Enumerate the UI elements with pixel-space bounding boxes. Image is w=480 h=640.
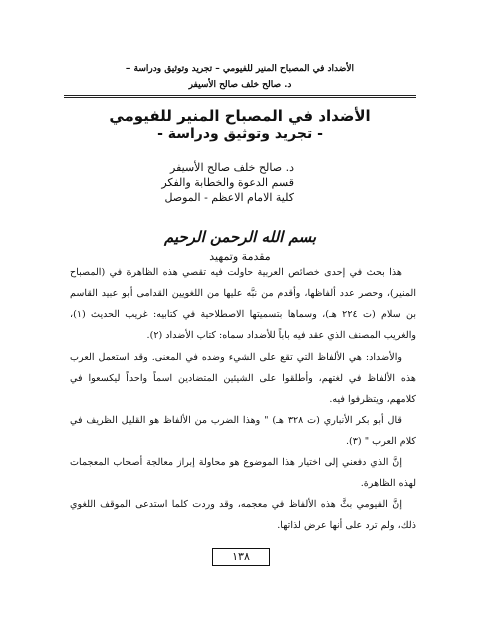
header-rule-top xyxy=(64,95,416,96)
paragraph: إنَّ الذي دفعني إلى اختيار هذا الموضوع هو محاولة إبراز معالجة أصحاب المعجمات لهذه الظاهرة. xyxy=(70,457,416,489)
running-head-author: د. صالح خلف صالح الأسيفر xyxy=(188,80,292,90)
intro-heading: مقدمة وتمهيد xyxy=(209,250,271,263)
article-title: الأضداد في المصباح المنير للفيومي xyxy=(109,107,371,125)
paragraph: هذا بحث في إحدى خصائص العربية حاولت فيه تقصي هذه الظاهرة في (المصباح المنير)، وحصر عدد ألفاظها، وأقدم من نبَّه عليها من اللغويين القدامى أبو عبيد القاسم بن سلام (ت ٢٢٤ هـ)، وسماها بتسميتها الاصطلاحية في كتابيه: غريب الحديث (١)، والغريب المصنف الذي عقد فيه باباً للأضداد سماه: كتاب الأضداد (٢). xyxy=(70,267,416,341)
running-head-title: الأضداد في المصباح المنير للفيومي – تجريد وتوثيق ودراسة – xyxy=(125,64,355,74)
page-number: ١٣٨ xyxy=(212,548,270,566)
author-department: قسم الدعوة والخطابة والفكر xyxy=(161,176,294,189)
author-college: كلية الامام الاعظم - الموصل xyxy=(164,191,294,204)
paragraph: إنَّ الفيومي بثَّ هذه الألفاظ في معجمه، وقد وردت كلما استدعى الموقف اللغوي ذلك، ولم ترد على أنها عرض لذاتها. xyxy=(70,499,416,531)
paragraph: والأضداد: هي الألفاظ التي تقع على الشيء وضده في المعنى. وقد استعمل العرب هذه الألفاظ في لغتهم، وأطلقوا على الشيئين المتضادين اسماً واحداً ليكسعوا في كلامهم، ويتظرفوا فيه. xyxy=(70,352,416,405)
basmala: بسم الله الرحمن الرحيم xyxy=(163,228,317,246)
article-subtitle: - تجريد وتوثيق ودراسة - xyxy=(157,126,323,142)
header-rule-bottom xyxy=(64,97,416,98)
author-name: د. صالح خلف صالح الأسيفر xyxy=(170,161,294,174)
paragraph: قال أبو بكر الأنباري (ت ٣٢٨ هـ) " وهذا الضرب من الألفاظ هو القليل الظريف في كلام العرب " (٣). xyxy=(70,415,416,447)
